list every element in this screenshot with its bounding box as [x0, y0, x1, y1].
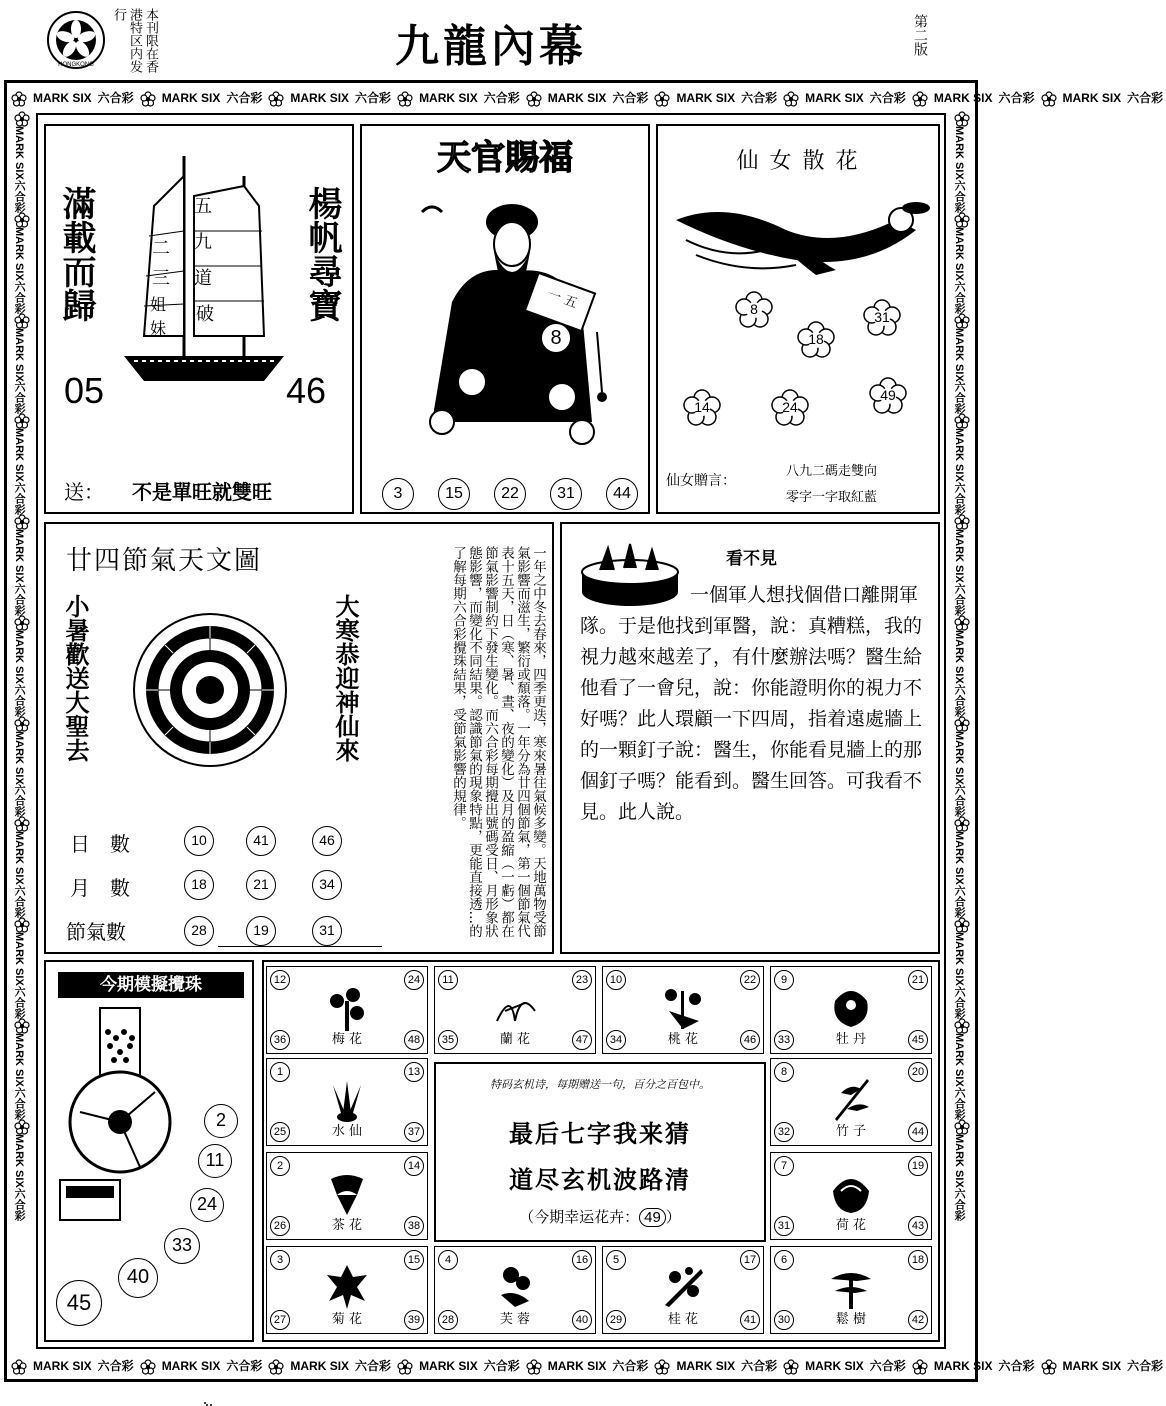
flower-cell-number: 23 [572, 970, 592, 990]
border-word-en: MARK SIX [13, 327, 26, 382]
flower-cell-label: 芙 蓉 [499, 1312, 531, 1327]
border-word-en: MARK SIX [13, 932, 26, 987]
border-word-cn: 六合彩 [612, 1359, 649, 1373]
flower-cell-number: 42 [908, 1310, 928, 1330]
flower-cell [434, 1246, 596, 1334]
flower-cell-label: 荷 花 [835, 1218, 867, 1233]
flower-cell-number: 39 [404, 1310, 424, 1330]
solar-title: 廿四節氣天文圖 [66, 546, 263, 576]
solar-number: 31 [312, 916, 342, 946]
border-word-en: MARK SIX [33, 1359, 92, 1373]
flower-cell-number: 31 [774, 1216, 794, 1236]
sail-word: 三 [152, 268, 170, 289]
fairy-flower [772, 390, 808, 426]
border-strip-bottom [8, 1354, 1164, 1378]
border-word-en: MARK SIX [953, 730, 966, 785]
emblem-text: HONGKONG [58, 62, 94, 68]
draw-ball: 40 [118, 1258, 158, 1298]
boat-right-text: 楊帆尋寶 [302, 186, 342, 322]
flower-cell-number: 5 [606, 1250, 626, 1270]
flower-cell-number: 13 [404, 1062, 424, 1082]
flower-cell-number: 1 [270, 1062, 290, 1082]
border-word-cn: 六合彩 [13, 1086, 26, 1120]
border-word-en: MARK SIX [290, 91, 350, 105]
border-flower-icon [15, 112, 29, 126]
hongkong-emblem-icon [46, 10, 106, 70]
flower-cell-number: 12 [270, 970, 290, 990]
border-strip-top [8, 86, 1164, 110]
border-word-cn: 六合彩 [741, 91, 778, 105]
border-word-cn: 六合彩 [13, 482, 26, 516]
flower-cell-number: 15 [404, 1250, 424, 1270]
border-word-en: MARK SIX [1062, 1359, 1122, 1373]
border-word-cn: 六合彩 [953, 784, 966, 818]
flower-cell-number: 9 [774, 970, 794, 990]
sail-word: 姐 [150, 295, 167, 314]
boat-number-left: 05 [64, 370, 105, 411]
border-flower-icon [955, 1019, 969, 1033]
border-word-en: MARK SIX [676, 91, 736, 105]
fairy-flower-number: 14 [694, 399, 710, 415]
flower-cell-number: 7 [774, 1156, 794, 1176]
border-word-cn: 六合彩 [953, 381, 966, 415]
border-flower-icon [955, 414, 969, 428]
poem-line-1: 最后七字我来猜 [509, 1119, 691, 1148]
border-flower-icon [913, 92, 927, 106]
border-word-en: MARK SIX [953, 1133, 966, 1188]
border-word-cn: 六合彩 [13, 179, 26, 213]
hint-prefix: （今期幸运花卉： [519, 1208, 640, 1226]
sail-word: 九 [194, 232, 212, 253]
flying-fairy-icon [666, 190, 934, 280]
flower-cell-number: 3 [270, 1250, 290, 1270]
flower-cell-number: 37 [404, 1122, 424, 1142]
flower-cell-number: 35 [438, 1030, 458, 1050]
border-word-en: MARK SIX [805, 91, 864, 105]
border-word-cn: 六合彩 [953, 1187, 966, 1221]
flower-cell-number: 11 [438, 970, 458, 990]
border-word-cn: 六合彩 [13, 381, 26, 415]
border-word-en: MARK SIX [13, 831, 26, 886]
boat-panel [44, 124, 354, 514]
flower-cell-number: 17 [740, 1250, 760, 1270]
story-text: 一個軍人想找個借口離開軍隊。于是他找到軍醫，說：真糟糕，我的視力越來越差了，有什麼辦法嗎？醫生給他看了一會兒，說：你能證明你的視力不好嗎？此人環顧一下四周，指着遠處牆上的一顆釘子說：醫生，你能看見牆上的那個釘子嗎？能看到。醫生回答。可我看不見。此人說。 [580, 584, 923, 823]
border-flower-icon [955, 112, 969, 126]
border-flower-icon [15, 213, 29, 227]
border-word-en: MARK SIX [161, 91, 221, 105]
solar-number: 18 [184, 870, 214, 900]
border-word-en: MARK SIX [13, 629, 26, 684]
border-flower-icon [15, 414, 29, 428]
border-word-en: MARK SIX [953, 126, 966, 180]
solar-number: 10 [184, 826, 214, 856]
solar-terms-panel [44, 522, 554, 954]
border-flower-icon [398, 1360, 412, 1374]
flower-cell [770, 1058, 932, 1146]
flower-cell-label: 牡 丹 [835, 1032, 867, 1047]
flower-cell [770, 1152, 932, 1240]
deity-figure-icon [412, 182, 612, 462]
tianguan-number: 3 [382, 478, 414, 510]
border-flower-icon [15, 918, 29, 932]
flower-cell-label: 蘭 花 [499, 1032, 531, 1047]
border-flower-icon [655, 92, 669, 106]
border-word-en: MARK SIX [290, 1359, 350, 1373]
sail-word: 妹 [150, 319, 167, 338]
border-flower-icon [15, 314, 29, 328]
border-word-cn: 六合彩 [953, 280, 966, 314]
border-word-en: MARK SIX [953, 932, 966, 987]
border-word-en: MARK SIX [1062, 91, 1122, 105]
flower-cell-label: 鬆 樹 [835, 1312, 867, 1327]
border-flower-icon [1042, 92, 1056, 106]
flower-cell [266, 1152, 428, 1240]
flower-cell-number: 25 [270, 1122, 290, 1142]
solar-row-label: 節氣數 [66, 920, 126, 944]
flower-icon [827, 1167, 875, 1217]
draw-ball: 33 [164, 1228, 200, 1264]
edition-label: 第二版 [912, 14, 928, 56]
flower-cell-number: 33 [774, 1030, 794, 1050]
flower-cell-number: 47 [572, 1030, 592, 1050]
flower-icon [491, 1261, 539, 1311]
border-word-cn: 六合彩 [355, 1359, 392, 1373]
border-word-cn: 六合彩 [953, 986, 966, 1020]
flower-cell-number: 26 [270, 1216, 290, 1236]
solar-wheel-icon [130, 610, 290, 770]
border-word-cn: 六合彩 [97, 91, 134, 105]
fairy-flower [870, 378, 906, 414]
flower-cell-number: 44 [908, 1122, 928, 1142]
fairy-gift-line: 零字一字取紅藍 [786, 490, 878, 505]
border-word-cn: 六合彩 [998, 1359, 1035, 1373]
border-flower-icon [15, 1019, 29, 1033]
flower-cell-label: 竹 子 [835, 1124, 867, 1139]
fairy-flower-number: 49 [880, 387, 896, 403]
border-flower-icon [955, 213, 969, 227]
flower-cell-number: 16 [572, 1250, 592, 1270]
border-word-en: MARK SIX [953, 428, 966, 483]
border-flower-icon [269, 1360, 283, 1374]
border-flower-icon [955, 314, 969, 328]
border-flower-icon [527, 1360, 541, 1374]
flower-cell-label: 茶 花 [331, 1218, 363, 1233]
border-word-cn: 六合彩 [953, 482, 966, 516]
border-word-en: MARK SIX [33, 91, 92, 105]
border-flower-icon [12, 1360, 26, 1374]
border-flower-icon [527, 92, 541, 106]
flower-icon [323, 1073, 371, 1123]
flower-cell-number: 10 [606, 970, 626, 990]
border-word-cn: 六合彩 [483, 91, 520, 105]
border-word-en: MARK SIX [13, 730, 26, 785]
border-word-cn: 六合彩 [998, 91, 1035, 105]
flower-cell [266, 966, 428, 1054]
tianguan-panel [360, 124, 650, 514]
fairy-flower-number: 8 [750, 301, 758, 317]
border-flower-icon [784, 92, 798, 106]
lucky-flower-hint [436, 1206, 764, 1227]
border-word-en: MARK SIX [13, 529, 26, 583]
border-word-cn: 六合彩 [97, 1359, 134, 1373]
flower-cell-number: 28 [438, 1310, 458, 1330]
flower-cell-number: 24 [404, 970, 424, 990]
border-flower-icon [955, 1120, 969, 1134]
scroll-text: 一 五 [545, 287, 580, 312]
border-word-cn: 六合彩 [1127, 1359, 1164, 1373]
draw-ball: 11 [198, 1144, 232, 1178]
border-flower-icon [15, 515, 29, 529]
flower-cell-number: 22 [740, 970, 760, 990]
border-flower-icon [398, 92, 412, 106]
border-flower-icon [955, 817, 969, 831]
flower-cell-number: 48 [404, 1030, 424, 1050]
border-strip-right [949, 112, 973, 1352]
solar-underline [218, 946, 382, 947]
solar-number: 19 [246, 916, 276, 946]
flower-icon [491, 981, 539, 1031]
solar-essay: 一年之中冬去春來，四季更迭，寒來暑往氣候多變。天地萬物受節氣影響而滋生，繁衍或頹落。一年分為廿四個節氣，第一個節氣代表十五天，日（寒、暑、晝、夜的變化）及月的盈縮（一虧）都在節氣影響制約下發生變化。而六合彩每期攪出號碼受日、月形象狀態影響，而變化不同結果。認識節氣的現象特點，更能直接透…的了解每期六合彩攪珠結果，受節氣影響的規律。 [450, 546, 546, 938]
flower-cell-number: 30 [774, 1310, 794, 1330]
flower-icon [827, 1073, 875, 1123]
solar-row-label: 月 數 [70, 876, 130, 900]
border-word-en: MARK SIX [805, 1359, 864, 1373]
border-flower-icon [15, 717, 29, 731]
sail-word: 二 [152, 238, 170, 259]
border-flower-icon [141, 1360, 155, 1374]
border-word-cn: 六合彩 [13, 280, 26, 314]
send-label: 送： [64, 480, 104, 504]
poem-note: 特码玄机诗，每期赠送一句，百分之百包中。 [490, 1078, 710, 1091]
flower-cell [602, 1246, 764, 1334]
border-word-cn: 六合彩 [741, 1359, 778, 1373]
border-word-en: MARK SIX [547, 1359, 607, 1373]
border-flower-icon [913, 1360, 927, 1374]
border-word-cn: 六合彩 [483, 1359, 520, 1373]
flower-cell [434, 966, 596, 1054]
border-word-en: MARK SIX [161, 1359, 221, 1373]
flower-cell-number: 19 [908, 1156, 928, 1176]
border-word-cn: 六合彩 [13, 784, 26, 818]
story-panel [560, 522, 940, 954]
flower-cell-number: 41 [740, 1310, 760, 1330]
border-word-cn: 六合彩 [355, 91, 392, 105]
border-word-en: MARK SIX [933, 91, 993, 105]
border-strip-left [9, 112, 33, 1352]
flower-icon [323, 1261, 371, 1311]
tianguan-number: 31 [550, 478, 582, 510]
flower-cell-number: 34 [606, 1030, 626, 1050]
border-word-cn: 六合彩 [953, 885, 966, 919]
flower-cell-label: 菊 花 [331, 1312, 363, 1327]
border-word-en: MARK SIX [953, 226, 966, 281]
fairy-flower-number: 31 [874, 309, 890, 325]
border-word-cn: 六合彩 [953, 179, 966, 213]
flower-cell-number: 20 [908, 1062, 928, 1082]
flower-icon [659, 1261, 707, 1311]
fairy-gift-label: 仙女贈言： [666, 473, 736, 489]
flower-cell-number: 14 [404, 1156, 424, 1176]
solar-left-text: 小暑歡送大聖去 [61, 594, 90, 762]
flower-cell-label: 桃 花 [667, 1032, 699, 1047]
draw-ball: 2 [204, 1104, 238, 1138]
draw-ball: 24 [190, 1188, 224, 1222]
solar-right-text: 大寒恭迎神仙來 [331, 594, 360, 762]
flower-cell-number: 6 [774, 1250, 794, 1270]
fairy-flower [684, 390, 720, 426]
border-flower-icon [141, 92, 155, 106]
lottery-machine-icon [60, 1002, 180, 1252]
border-word-en: MARK SIX [953, 629, 966, 684]
flower-cell-number: 2 [270, 1156, 290, 1176]
border-word-en: MARK SIX [13, 428, 26, 483]
flower-cell-number: 43 [908, 1216, 928, 1236]
flower-icon [659, 981, 707, 1031]
border-flower-icon [655, 1360, 669, 1374]
flower-cell-number: 4 [438, 1250, 458, 1270]
flower-cell [266, 1058, 428, 1146]
fairy-flower [736, 292, 772, 328]
flower-cell-number: 32 [774, 1122, 794, 1142]
border-word-en: MARK SIX [419, 91, 478, 105]
flower-icon [827, 1261, 875, 1311]
fairy-flower [798, 322, 834, 358]
fairy-flower [864, 300, 900, 336]
border-word-cn: 六合彩 [953, 1086, 966, 1120]
solar-row-label: 日 數 [70, 832, 130, 856]
border-word-cn: 六合彩 [13, 582, 26, 616]
border-flower-icon [955, 616, 969, 630]
border-word-en: MARK SIX [933, 1359, 993, 1373]
notice-text: 本刊限在香港特区内发行 [111, 8, 158, 73]
border-word-en: MARK SIX [953, 1033, 966, 1087]
border-word-cn: 六合彩 [869, 91, 906, 105]
border-word-cn: 六合彩 [226, 1359, 263, 1373]
border-word-cn: 六合彩 [953, 582, 966, 616]
flower-cell-label: 水 仙 [331, 1124, 363, 1139]
flower-cell-number: 18 [908, 1250, 928, 1270]
sail-word: 道 [194, 268, 212, 289]
border-word-en: MARK SIX [13, 1033, 26, 1087]
page-title: 九龍內幕 [395, 21, 587, 72]
border-flower-icon [784, 1360, 798, 1374]
flower-cell-number: 29 [606, 1310, 626, 1330]
flower-cell [266, 1246, 428, 1334]
border-flower-icon [15, 616, 29, 630]
flower-cell-number: 21 [908, 970, 928, 990]
hint-suffix: ） [665, 1208, 681, 1226]
border-word-en: MARK SIX [953, 327, 966, 382]
center-poem-panel [434, 1062, 766, 1242]
boat-left-text: 滿載而歸 [56, 186, 96, 322]
fairy-title: 仙 女 散 花 [736, 149, 860, 174]
border-flower-icon [12, 92, 26, 106]
tianguan-ball: 8 [540, 322, 572, 354]
poem-line-2: 道尽玄机波路清 [509, 1165, 691, 1194]
boat-number-right: 46 [286, 370, 327, 411]
flower-cell-number: 40 [572, 1310, 592, 1330]
border-word-en: MARK SIX [13, 1133, 26, 1188]
border-word-cn: 六合彩 [226, 91, 263, 105]
border-word-cn: 六合彩 [612, 91, 649, 105]
border-flower-icon [15, 817, 29, 831]
border-flower-icon [955, 515, 969, 529]
border-flower-icon [15, 1120, 29, 1134]
border-word-en: MARK SIX [953, 529, 966, 583]
border-word-cn: 六合彩 [13, 986, 26, 1020]
fairy-panel [656, 124, 940, 514]
border-word-en: MARK SIX [547, 91, 607, 105]
solar-number: 21 [246, 870, 276, 900]
border-word-cn: 六合彩 [13, 885, 26, 919]
flower-cell-label: 桂 花 [667, 1312, 699, 1327]
flower-cell [770, 1246, 932, 1334]
fairy-flower-number: 18 [808, 331, 824, 347]
flower-icon [323, 981, 371, 1031]
flower-cell-label: 梅 花 [331, 1032, 363, 1047]
border-word-cn: 六合彩 [953, 683, 966, 717]
sail-word: 破 [196, 304, 214, 325]
flower-cell-number: 45 [908, 1030, 928, 1050]
border-word-en: MARK SIX [419, 1359, 478, 1373]
border-word-en: MARK SIX [13, 126, 26, 180]
flower-cell-number: 38 [404, 1216, 424, 1236]
border-word-cn: 六合彩 [13, 683, 26, 717]
border-word-cn: 六合彩 [869, 1359, 906, 1373]
tianguan-number: 15 [438, 478, 470, 510]
draw-title: 今期模擬攪珠 [58, 972, 244, 998]
border-flower-icon [1042, 1360, 1056, 1374]
tianguan-title: 天官賜福 [437, 138, 573, 178]
flower-icon [323, 1167, 371, 1217]
flower-icon [827, 981, 875, 1031]
draw-ball: 45 [56, 1280, 102, 1326]
flower-cell-number: 8 [774, 1062, 794, 1082]
flower-cell-number: 36 [270, 1030, 290, 1050]
border-word-en: MARK SIX [676, 1359, 736, 1373]
sail-word: 五 [194, 196, 212, 217]
send-text: 不是單旺就雙旺 [132, 480, 272, 504]
flower-cell [602, 966, 764, 1054]
border-flower-icon [955, 918, 969, 932]
border-word-cn: 六合彩 [13, 1187, 26, 1221]
flower-cell-number: 27 [270, 1310, 290, 1330]
tianguan-number: 22 [494, 478, 526, 510]
tianguan-number: 44 [606, 478, 638, 510]
solar-number: 41 [246, 826, 276, 856]
story-title: 看不見 [726, 549, 777, 569]
border-flower-icon [955, 717, 969, 731]
hint-number: 49 [639, 1208, 666, 1227]
flower-cell-number: 46 [740, 1030, 760, 1050]
solar-number: 28 [184, 916, 214, 946]
solar-number: 46 [312, 826, 342, 856]
border-word-en: MARK SIX [13, 226, 26, 281]
fairy-gift-line: 八九二碼走雙向 [786, 464, 878, 479]
flower-cell [770, 966, 932, 1054]
fairy-flower-number: 24 [782, 399, 798, 415]
solar-number: 34 [312, 870, 342, 900]
border-word-en: MARK SIX [953, 831, 966, 886]
border-flower-icon [269, 92, 283, 106]
border-word-cn: 六合彩 [1127, 91, 1164, 105]
